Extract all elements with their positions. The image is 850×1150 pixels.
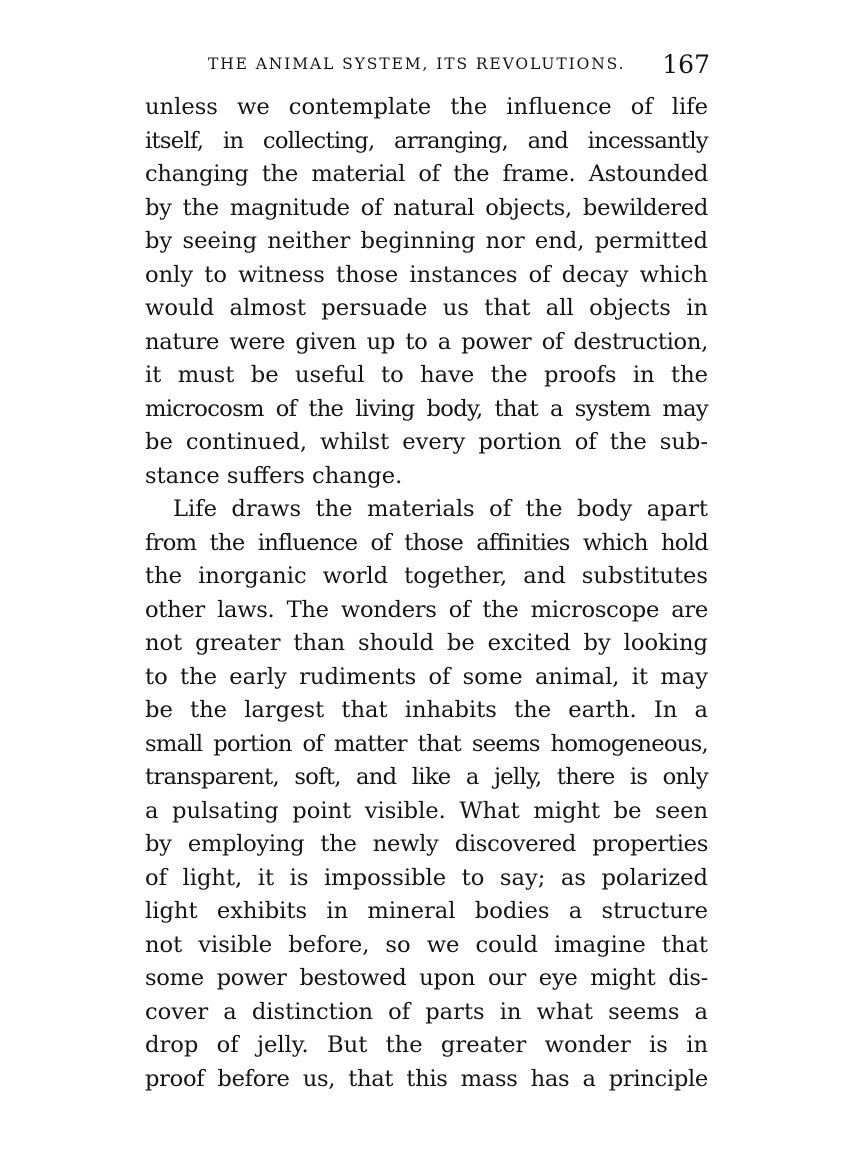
text-line: be the largest that inhabits the earth. In a [145,697,708,723]
text-line: would almost persuade us that all objects in [145,295,708,321]
text-line: other laws. The wonders of the microscope are [145,596,708,623]
text-line: drop of jelly. But the greater wonder is in [145,1032,708,1058]
text-line: it must be useful to have the proofs in the [145,362,708,388]
text-line: only to witness those instances of decay which [145,261,708,288]
text-line: by the magnitude of natural objects, bewildered [145,194,708,221]
text-line: by seeing neither beginning nor end, permitted [145,228,708,254]
running-title: THE ANIMAL SYSTEM, ITS REVOLUTIONS. [208,55,626,73]
text-line: unless we contemplate the influence of life [145,94,708,120]
text-line: Life draws the materials of the body apart [173,496,708,522]
body-text [145,91,708,1096]
text-line: proof before us, that this mass has a principle [145,1065,708,1092]
text-line: not visible before, so we could imagine that [145,931,708,958]
running-head [208,52,710,82]
page-number: 167 [662,50,710,79]
text-line: from the influence of those affinities which hold [145,529,708,556]
text-line: microcosm of the living body, that a system may [145,395,708,422]
text-line: cover a distinction of parts in what seems a [145,998,708,1025]
text-line: light exhibits in mineral bodies a structure [145,898,708,924]
paragraph-1 [145,91,708,493]
text-line: stance suffers change. [145,462,403,489]
text-line: transparent, soft, and like a jelly, there is only [145,764,708,790]
text-line: not greater than should be excited by looking [145,630,708,656]
text-line: by employing the newly discovered properties [145,831,708,857]
text-line: itself, in collecting, arranging, and incessantly [145,127,708,154]
paragraph-2 [145,493,708,1096]
text-line: a pulsating point visible. What might be seen [145,797,708,824]
text-line: nature were given up to a power of destruction, [145,328,708,355]
text-line: the inorganic world together, and substitutes [145,563,708,589]
text-line: be continued, whilst every portion of the sub- [145,429,708,455]
text-line: to the early rudiments of some animal, it may [145,663,708,690]
text-line: small portion of matter that seems homogeneous, [145,730,708,757]
text-line: some power bestowed upon our eye might dis- [145,965,708,991]
text-line: of light, it is impossible to say; as polarized [145,864,708,891]
text-line: changing the material of the frame. Astounded [145,161,708,187]
